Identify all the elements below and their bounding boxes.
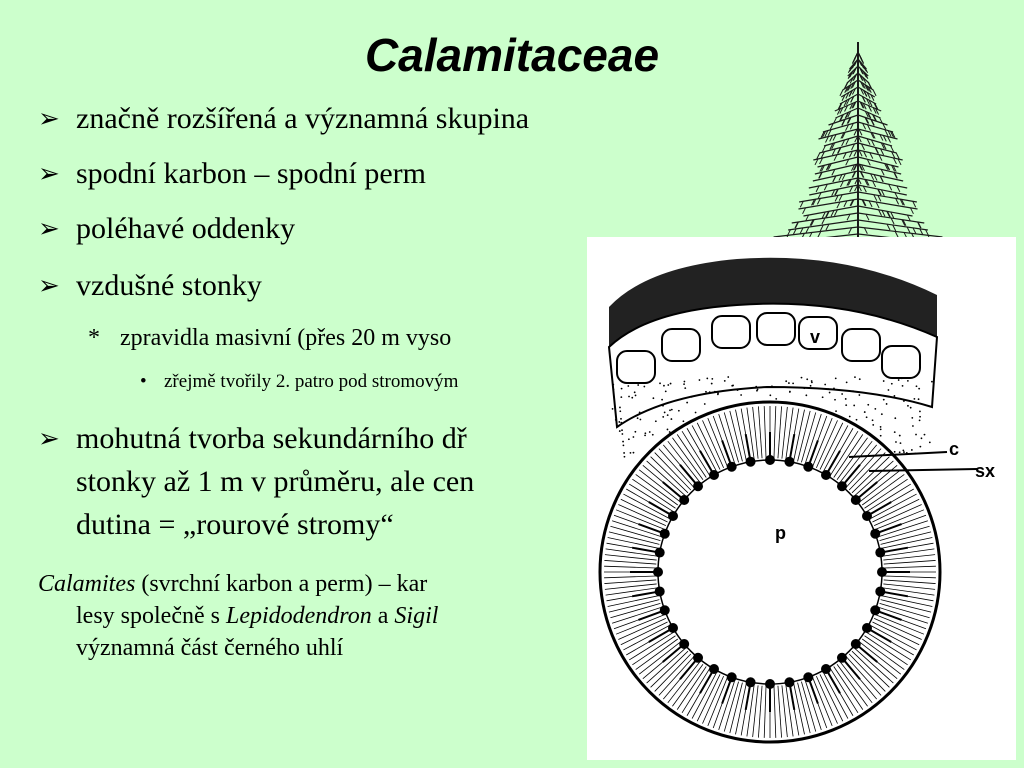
paragraph-line-1 [38, 568, 438, 600]
bullet-1-text: značně rozšířená a významná skupina [76, 102, 530, 135]
bullet-4-text: vzdušné stonky [76, 269, 262, 302]
paragraph-line-2-text: lesy společně s [76, 603, 226, 629]
slide-title: Calamitaceae [364, 29, 660, 81]
bullet-5-line-3: dutina = „rourové stromy“ [76, 508, 394, 541]
paragraph-line-3: významná část černého uhlí [76, 635, 344, 661]
label-p: p [775, 523, 786, 543]
asterisk-bullet-icon: * [88, 325, 100, 351]
arrow-bullet-icon: ➢ [38, 159, 60, 188]
genus-sigillaria: Sigil [394, 603, 439, 629]
paragraph-line-1-text: (svrchní karbon a perm) – kar [135, 571, 428, 597]
stem-cross-section-figure [587, 237, 1016, 760]
bullet-5-line-2: stonky až 1 m v průměru, ale cen [76, 465, 475, 498]
label-c: c [949, 439, 960, 459]
genus-lepidodendron: Lepidodendron [225, 603, 372, 629]
genus-calamites: Calamites [38, 571, 136, 597]
arrow-bullet-icon: ➢ [38, 424, 60, 453]
bullet-3-text: poléhavé oddenky [76, 212, 296, 245]
calamites-paragraph [38, 568, 438, 664]
label-v: v [810, 327, 821, 347]
paragraph-line-2-and: a [371, 603, 395, 629]
bullet-2-text: spodní karbon – spodní perm [76, 157, 426, 190]
sub-sub-bullet-text: zřejmě tvořily 2. patro pod stromovým [164, 371, 459, 392]
arrow-bullet-icon: ➢ [38, 214, 60, 243]
bullet-5-line-1: mohutná tvorba sekundárního dř [76, 422, 467, 455]
arrow-bullet-icon: ➢ [38, 271, 60, 300]
sub-bullet-text: zpravidla masivní (přes 20 m vyso [120, 325, 452, 351]
calamites-tree-illustration [768, 40, 968, 245]
dot-bullet-icon: • [140, 371, 147, 392]
label-sx: sx [975, 461, 996, 481]
paragraph-line-2 [38, 600, 438, 632]
arrow-bullet-icon: ➢ [38, 104, 60, 133]
